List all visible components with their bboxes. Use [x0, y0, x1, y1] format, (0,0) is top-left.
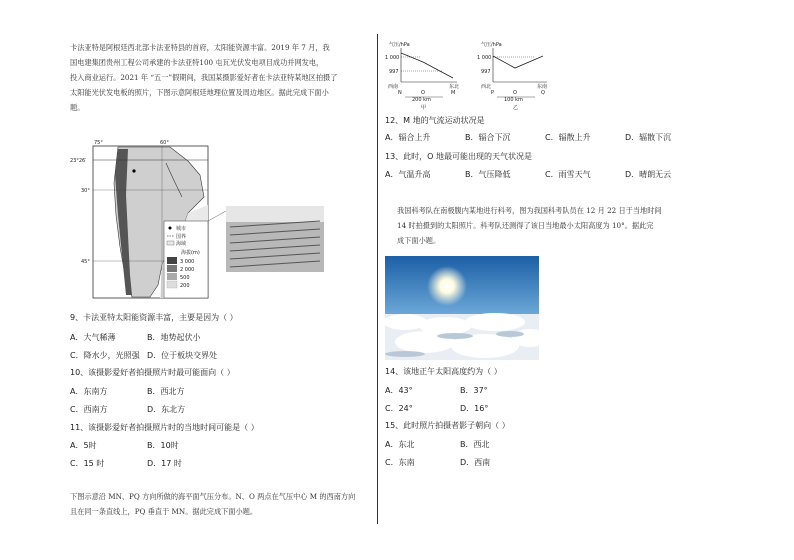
legend-label: 3 000 [180, 259, 195, 265]
legend-swatch [167, 281, 177, 288]
pressure-intro [70, 489, 370, 519]
question-9: 9、卡法亚特太阳能资源丰富，主要是因为（ ） [70, 313, 238, 322]
option[interactable]: D．晴朗无云 [625, 170, 672, 179]
legend-swatch [167, 265, 177, 272]
chart-jia [385, 41, 459, 110]
option[interactable]: D．17 时 [147, 459, 182, 468]
point-label: N [398, 90, 402, 96]
intro-line: 下图示意沿 MN、PQ 方向所做的海平面气压分布。N、O 两点在气压中心 M 的西南方向 [70, 492, 356, 501]
intro-line: 投入商业运行。2021 年 “五一”假期间，我国某摄影爱好者在卡法亚特某地区拍摄了 [70, 73, 338, 82]
intro-line: 国电建集团贵州工程公司承建的卡法亚特100 屯瓦光伏发电项目成功并网发电， [70, 58, 324, 67]
option[interactable]: A．43° [385, 386, 413, 395]
scale-label: 100 km [504, 97, 523, 103]
option[interactable]: C．降水少，光照强 [70, 351, 140, 360]
intro-line: 我国科考队在南极腹内某地进行科考，图为我国科考队员在 12 月 22 日于当地时间 [397, 206, 662, 215]
city-marker [132, 169, 135, 172]
lon-label: 60° [160, 140, 169, 146]
option[interactable]: C．西南方 [70, 405, 108, 414]
argentina-map-figure [70, 135, 340, 303]
argentina-map [70, 135, 340, 303]
legend-label: 城市 [176, 226, 187, 232]
sun-photo-svg [385, 256, 539, 360]
pressure-line [493, 56, 543, 68]
option[interactable]: D．辐散下沉 [625, 133, 672, 142]
lat-label: 23°26′ [70, 158, 87, 164]
intro-line: 且在同一条直线上，PQ 垂直于 MN。据此完成下面小题。 [70, 507, 258, 516]
point-label: O [513, 90, 517, 96]
passage-intro [70, 40, 370, 115]
option[interactable]: D．16° [460, 404, 489, 413]
pressure-profile-svg [385, 38, 555, 110]
option[interactable]: A．辐合上升 [385, 133, 431, 142]
option[interactable]: B．气压降低 [465, 170, 511, 179]
option[interactable]: C．东南 [385, 458, 415, 467]
legend-label: 海拔(m) [181, 250, 200, 256]
y-tick: 997 [389, 69, 399, 75]
legend-label: 500 [180, 275, 190, 281]
option[interactable]: C．15 时 [70, 459, 105, 468]
lon-label: 75° [94, 140, 103, 146]
scale-label: 200 km [412, 97, 431, 103]
y-axis-label: 气压/hPa [481, 42, 502, 48]
option[interactable]: B．西北方 [147, 387, 185, 396]
legend-swatch [167, 273, 177, 280]
option[interactable]: B．37° [460, 386, 488, 395]
question-11: 11、该摄影爱好者拍摄照片时的当地时间可能是（ ） [70, 423, 259, 432]
chart-yi [477, 41, 547, 110]
chart-caption: 甲 [421, 105, 427, 110]
photo-sky [226, 206, 324, 222]
option[interactable]: B．西北 [460, 440, 490, 449]
option[interactable]: B．辐合下沉 [465, 133, 511, 142]
legend-label: 2 000 [180, 267, 195, 273]
sun-photo [385, 256, 539, 360]
intro-line: 成下面小题。 [397, 236, 441, 245]
option[interactable]: D．东北方 [147, 405, 186, 414]
sun [427, 266, 467, 306]
option[interactable]: A．大气稀薄 [70, 333, 116, 342]
point-label: M [451, 90, 456, 96]
y-tick: 1 000 [477, 55, 492, 61]
antarctic-intro [397, 203, 727, 248]
option[interactable]: B．地势起伏小 [147, 333, 201, 342]
dir-label: 西北 [481, 84, 492, 90]
option[interactable]: D．西南 [460, 458, 491, 467]
intro-line: 太阳能光伏发电板的照片，下图示意阿根廷地理位置及周边地区。据此完成下面小 [70, 88, 329, 97]
chart-caption: 乙 [513, 105, 519, 110]
pressure-charts [385, 38, 555, 110]
legend-label: 200 [180, 283, 190, 289]
point-label: P [491, 90, 495, 96]
option[interactable]: A．5时 [70, 441, 97, 450]
question-15: 15、此时照片拍摄者影子朝向（ ） [385, 421, 510, 430]
pointer-line [208, 211, 226, 221]
point-label: Q [541, 90, 545, 96]
column-divider [377, 34, 378, 524]
pressure-line [401, 53, 453, 78]
legend-swatch [167, 257, 177, 264]
question-14: 14、该地正午太阳高度约为（ ） [385, 367, 502, 376]
option[interactable]: A．气温升高 [385, 170, 431, 179]
option[interactable]: C．雨雪天气 [545, 170, 591, 179]
intro-line: 题。 [70, 103, 85, 112]
y-axis-label: 气压/hPa [389, 42, 410, 48]
option[interactable]: B．10时 [147, 441, 179, 450]
option[interactable]: A．东南方 [70, 387, 108, 396]
point-label: O [421, 90, 425, 96]
legend-label: 海域 [176, 241, 187, 247]
question-13: 13、此时，O 地最可能出现的天气状况是 [385, 152, 533, 161]
dir-label: 西南 [388, 84, 399, 90]
dir-label: 东北 [449, 84, 460, 90]
option[interactable]: C．辐散上升 [545, 133, 591, 142]
option[interactable]: D．位于板块交界处 [147, 351, 218, 360]
option[interactable]: C．24° [385, 404, 413, 413]
question-10: 10、该摄影爱好者拍摄照片时最可能面向（ ） [70, 368, 235, 377]
lat-label: 45° [81, 259, 90, 265]
legend-sea-icon [167, 241, 174, 245]
legend-city-icon [169, 227, 172, 230]
dir-label: 东南 [537, 84, 548, 90]
legend-label: 国界 [176, 234, 187, 240]
lat-label: 30° [81, 188, 90, 194]
y-tick: 997 [481, 69, 491, 75]
option[interactable]: A．东北 [385, 440, 415, 449]
intro-line: 14 时拍摄到的太阳照片。科考队还测得了该日当地最小太阳高度为 10°。据此完 [397, 221, 654, 230]
question-12: 12、M 地的气流运动状况是 [385, 116, 485, 125]
intro-line: 卡法亚特是阿根廷西北部卡法亚特县的首府，太阳能资源丰富。2019 年 7 月，我 [70, 43, 330, 52]
y-tick: 1 000 [385, 55, 400, 61]
